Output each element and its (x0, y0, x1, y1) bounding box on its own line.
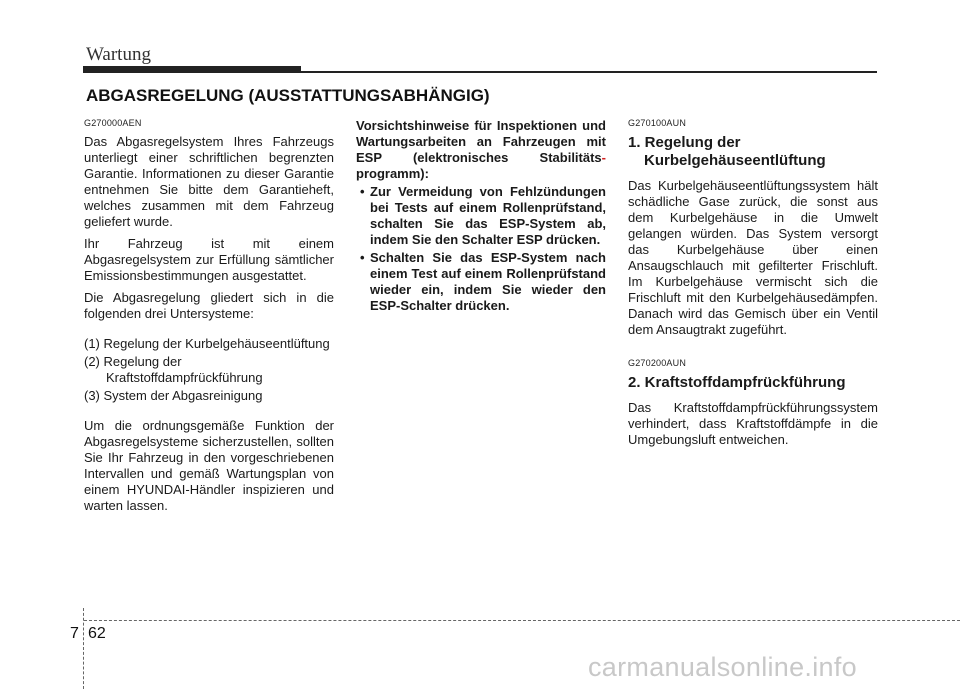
bullet-text: Schalten Sie das ESP-System nach einem Test auf einem Rollenprüfstand wieder ein, indem Sie wieder den ESP-Schalter drücken. (370, 250, 606, 313)
paragraph-fuel-vapor: Das Kraftstoffdampfrückführungssystem verhindert, dass Kraftstoffdämpfe in die Umgebungsluft entweichen. (628, 400, 878, 447)
paragraph-subsystems: Die Abgasregelung gliedert sich in die folgenden drei Untersysteme: (84, 290, 334, 321)
column-right (628, 118, 878, 448)
list-item: (1) Regelung der Kurbelgehäuseentlüftung (84, 336, 330, 351)
section-code: G270000AEN (84, 118, 142, 128)
subheading-number: 1. Regelung der (628, 134, 741, 151)
header-rule-thin (301, 71, 877, 73)
paragraph-system: Ihr Fahrzeug ist mit einem Abgasregelsystem zur Erfüllung sämtlicher Emissionsbestimmungen ausgestattet. (84, 236, 334, 283)
list-item (356, 250, 606, 314)
paragraph-maintenance: Um die ordnungsgemäße Funktion der Abgasregelsysteme sicherzustellen, sollten Sie Ihr Fahrzeug in den vorgeschriebenen Intervallen und gemäß Wartungsplan von einem HYUNDAI-Händler inspizieren und warten lassen. (84, 418, 334, 513)
list-item (356, 184, 606, 248)
bullet-text: Zur Vermeidung von Fehlzündungen bei Tests auf einem Rollenprüfstand, schalten Sie das ESP-System ab, indem Sie den Schalter ESP drücken. (370, 184, 606, 247)
paragraph-crankcase: Das Kurbelgehäuseentlüftungssystem hält schädliche Gase zurück, die sonst aus dem Kurbelgehäuse in die Umwelt gelangen würden. Das System versorgt das Kurbelgehäuse über einen Ansaugschlauch mit gefilterter Frischluft. Im Kurbelgehäuse vermischt sich die Frischluft mit den Kurbelgehäusedämpfen. Danach wird das Gemisch über ein Ventil dem Ansaugtrakt zugeführt. (628, 178, 878, 337)
footer-divider-horizontal (84, 620, 960, 621)
column-left (84, 118, 334, 514)
esp-heading-main: Vorsichtshinweise für Inspektionen und Wartungsarbeiten an Fahrzeugen mit ESP (elektronisches Stabilitäts (356, 118, 606, 165)
watermark: carmanualsonline.info (588, 652, 857, 682)
subsystem-list (84, 336, 334, 404)
bullet-icon: • (360, 250, 365, 265)
esp-bullet-list (356, 184, 606, 314)
page-number: 62 (88, 625, 106, 642)
subheading-fuel-vapor: 2. Kraftstoffdampfrückführung (628, 374, 846, 391)
list-item: (2) Regelung der Kraftstoffdampfrückführung (84, 354, 263, 385)
subheading-crankcase (628, 134, 878, 170)
header-rule-thick (83, 66, 301, 73)
chapter-number: 7 (70, 625, 79, 642)
subheading-rest: Kurbelgehäuseentlüftung (644, 152, 826, 169)
column-middle (356, 118, 606, 316)
header-title: Wartung (86, 44, 151, 65)
esp-caution-heading (356, 118, 606, 182)
list-item: (3) System der Abgasreinigung (84, 388, 263, 403)
esp-heading-dash: - (601, 150, 606, 165)
section-code: G270200AUN (628, 358, 687, 368)
bullet-icon: • (360, 184, 365, 199)
section-title: ABGASREGELUNG (AUSSTATTUNGSABHÄNGIG) (86, 86, 490, 105)
section-code: G270100AUN (628, 118, 687, 128)
esp-heading-end: programm): (356, 166, 429, 181)
paragraph-warranty: Das Abgasregelsystem Ihres Fahrzeugs unterliegt einer schriftlichen begrenzten Garantie. Informationen zu dieser Garantie entnehmen Sie bitte dem Garantieheft, welches zusammen mit dem Fahrzeug geliefert wurde. (84, 134, 334, 229)
